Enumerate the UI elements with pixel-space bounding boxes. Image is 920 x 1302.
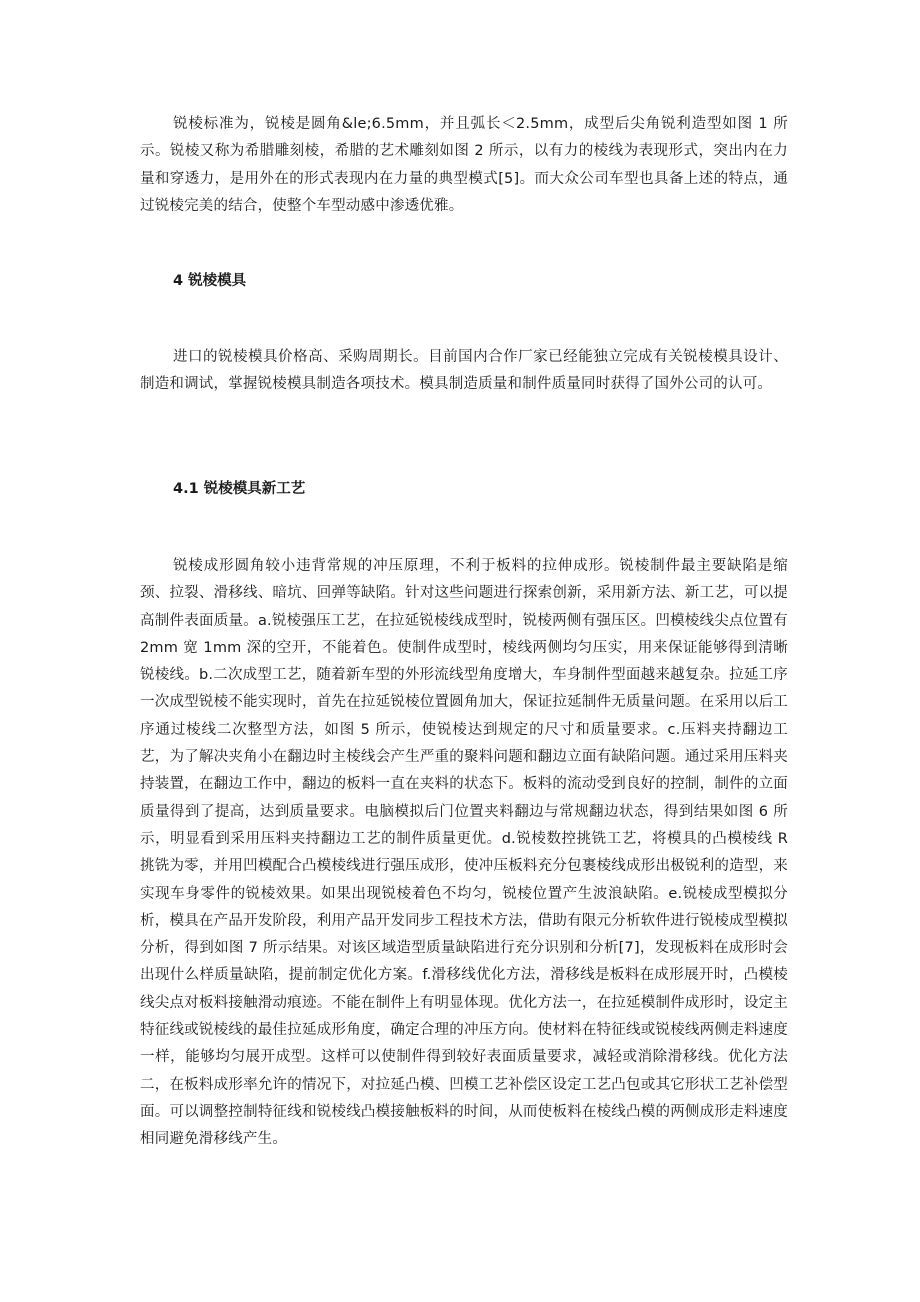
subsection-heading-new-process: 4.1 锐棱模具新工艺 xyxy=(173,481,306,497)
body-paragraph-new-process: 锐棱成形圆角较小违背常规的冲压原理，不利于板料的拉伸成形。锐棱制件最主要缺陷是缩颈、拉裂、滑移线、暗坑、回弹等缺陷。针对这些问题进行探索创新，采用新方法、新工艺，可以提高制件表面质量。a.锐棱强压工艺，在拉延锐棱线成型时，锐棱两侧有强压区。凹模棱线尖点位置有 2mm 宽 1mm 深的空开，不能着色。使制件成型时，棱线两侧均匀压实，用来保证能够得到清晰锐棱线。b.二次成型工艺，随着新车型的外形流线型角度增大，车身制件型面越来越复杂。拉延工序一次成型锐棱不能实现时，首先在拉延锐棱位置圆角加大，保证拉延制件无质量问题。在采用以后工序通过棱线二次整型方法，如图 5 所示，使锐棱达到规定的尺寸和质量要求。c.压料夹持翻边工艺，为了解决夹角小在翻边时主棱线会产生严重的聚料问题和翻边立面有缺陷问题。通过采用压料夹持装置，在翻边工作中，翻边的板料一直在夹料的状态下。板料的流动受到良好的控制，制件的立面质量得到了提高，达到质量要求。电脑模拟后门位置夹料翻边与常规翻边状态，得到结果如图 6 所示，明显看到采用压料夹持翻边工艺的制件质量更优。d.锐棱数控挑铣工艺，将模具的凸模棱线 R 挑铣为零，并用凹模配合凸模棱线进行强压成形，使冲压板料充分包裹棱线成形出极锐利的造型，来实现车身零件的锐棱效果。如果出现锐棱着色不均匀，锐棱位置产生波浪缺陷。e.锐棱成型模拟分析，模具在产品开发阶段，利用产品开发同步工程技术方法，借助有限元分析软件进行锐棱成型模拟分析，得到如图 7 所示结果。对该区域造型质量缺陷进行充分识别和分析[7]，发现板料在成形时会出现什么样质量缺陷，提前制定优化方案。f.滑移线优化方法，滑移线是板料在成形展开时，凸模棱线尖点对板料接触滑动痕迹。不能在制件上有明显体现。优化方法一，在拉延模制件成形时，设定主特征线或锐棱线的最佳拉延成形角度，确定合理的冲压方向。使材料在特征线或锐棱线两侧走料速度一样，能够均匀展开成型。这样可以使制件得到较好表面质量要求，减轻或消除滑移线。优化方法二，在板料成形率允许的情况下，对拉延凸模、凹模工艺补偿区设定工艺凸包或其它形状工艺补偿型面。可以调整控制特征线和锐棱线凸模接触板料的时间，从而使板料在棱线凸模的两侧成形走料速度相同避免滑移线产生。 xyxy=(140,558,788,1148)
body-paragraph-sharp-edge-standard: 锐棱标准为，锐棱是圆角&le;6.5mm，并且弧长＜2.5mm，成型后尖角锐利造型如图 1 所示。锐棱又称为希腊雕刻棱，希腊的艺术雕刻如图 2 所示，以有力的棱线为表现形式，突出内在力量和穿透力，是用外在的形式表现内在力量的典型模式[5]。而大众公司车型也具备上述的特点，通过锐棱完美的结合，使整个车型动感中渗透优雅。 xyxy=(140,116,788,214)
section-heading-sharp-edge-die: 4 锐棱模具 xyxy=(173,273,247,289)
body-paragraph-imported-die: 进口的锐棱模具价格高、采购周期长。目前国内合作厂家已经能独立完成有关锐棱模具设计、制造和调试，掌握锐棱模具制造各项技术。模具制造质量和制件质量同时获得了国外公司的认可。 xyxy=(140,349,788,393)
